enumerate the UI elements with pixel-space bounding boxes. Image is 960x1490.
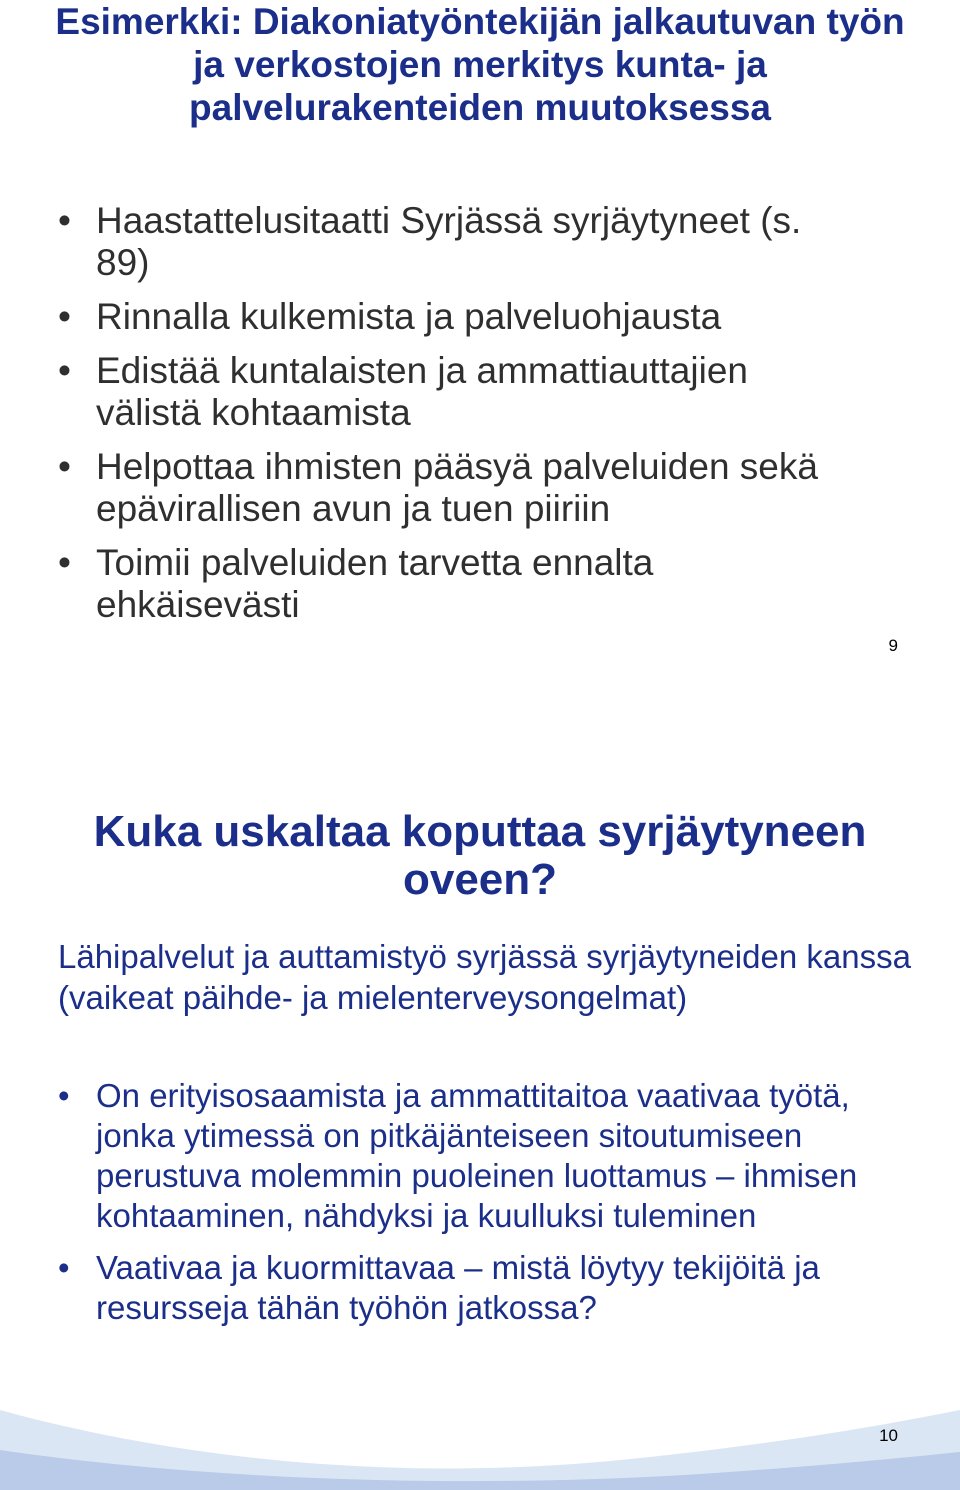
bullet-text: Helpottaa ihmisten pääsyä palveluiden sekä epävirallisen avun ja tuen piiriin [96,446,818,529]
bullet-text: Toimii palveluiden tarvetta ennalta ehkäisevästi [96,542,654,625]
bullet-icon: • [58,200,71,241]
intro-text: Lähipalvelut ja auttamistyö syrjässä syrjäytyneiden kanssa (vaikeat päihde- ja mielenterveysongelmat) [58,938,911,1016]
bullet-text: Rinnalla kulkemista ja palveluohjausta [96,296,722,337]
list-item [58,296,858,338]
page-number: 10 [879,1426,898,1445]
slide-9 [0,0,960,720]
slide-10 [0,760,960,1490]
list-item [58,1076,878,1236]
bullet-icon: • [58,1077,70,1114]
bullet-text: Haastattelusitaatti Syrjässä syrjäytyneet (s. 89) [96,200,802,283]
list-item [58,542,858,626]
slide-title: Kuka uskaltaa koputtaa syrjäytyneen oveen? [93,807,867,904]
bullet-text: Vaativaa ja kuormittavaa – mistä löytyy tekijöitä ja resursseja tähän työhön jatkossa? [96,1249,820,1326]
bullet-icon: • [58,296,71,337]
bullet-icon: • [58,446,71,487]
slide-title: Esimerkki: Diakoniatyöntekijän jalkautuvan työn ja verkostojen merkitys kunta- ja palvelurakenteiden muutoksessa [55,1,905,128]
bullet-list [58,200,858,638]
bullet-icon: • [58,542,71,583]
bullet-icon: • [58,350,71,391]
list-item [58,446,858,530]
bullet-text: On erityisosaamista ja ammattitaitoa vaativaa työtä, jonka ytimessä on pitkäjänteiseen sitoutumiseen perustuva molemmin puoleinen luottamus – ihmisen kohtaaminen, nähdyksi ja kuulluksi tuleminen [96,1077,858,1234]
bullet-icon: • [58,1249,70,1286]
bullet-list [58,1076,878,1340]
page-number: 9 [888,636,898,655]
list-item [58,1248,878,1328]
bullet-text: Edistää kuntalaisten ja ammattiauttajien välistä kohtaamista [96,350,748,433]
list-item [58,200,858,284]
list-item [58,350,858,434]
footer-wave [0,1370,960,1490]
